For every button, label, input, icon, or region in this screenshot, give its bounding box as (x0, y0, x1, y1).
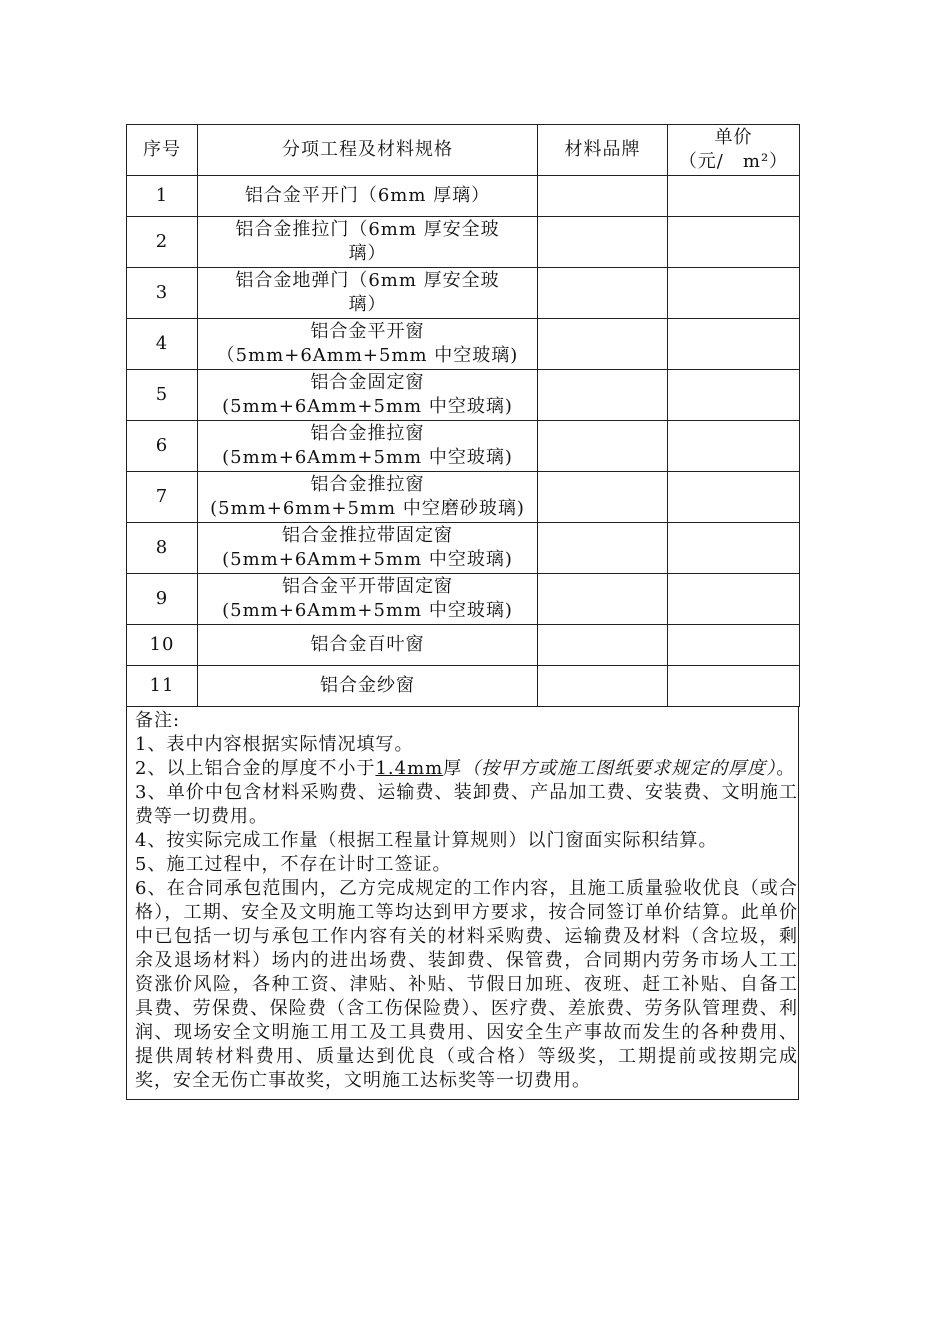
row-spec-line2: (5mm+6Amm+5mm 中空玻璃) (222, 600, 513, 621)
table-row (127, 574, 800, 625)
row-brand-cell[interactable] (538, 625, 668, 666)
table-row (127, 319, 800, 370)
row-price-cell[interactable] (668, 666, 800, 707)
row-price-cell[interactable] (668, 472, 800, 523)
row-spec-line1: 铝合金推拉窗 (310, 474, 425, 495)
row-price-cell[interactable] (668, 421, 800, 472)
row-no: 7 (127, 472, 198, 523)
row-spec-line1: 铝合金推拉窗 (310, 423, 425, 444)
note-1: 1、表中内容根据实际情况填写。 (135, 734, 414, 755)
table-row (127, 523, 800, 574)
row-spec (198, 268, 538, 319)
row-no: 10 (127, 625, 198, 666)
row-price-cell[interactable] (668, 319, 800, 370)
header-brand: 材料品牌 (538, 125, 668, 176)
row-no: 4 (127, 319, 198, 370)
row-spec-line2: (5mm+6mm+5mm 中空磨砂玻璃) (210, 498, 525, 519)
table-row (127, 176, 800, 217)
table-row (127, 268, 800, 319)
header-price (668, 125, 800, 176)
note-2-lead: 2、以上铝合金的厚度不小于 (135, 758, 376, 779)
row-spec (198, 666, 538, 707)
row-spec-line1: 铝合金固定窗 (310, 372, 425, 393)
row-brand-cell[interactable] (538, 421, 668, 472)
note-5: 5、施工过程中，不存在计时工签证。 (135, 854, 452, 875)
row-no: 9 (127, 574, 198, 625)
row-spec (198, 176, 538, 217)
row-price-cell[interactable] (668, 268, 800, 319)
row-no: 8 (127, 523, 198, 574)
note-2-thickness: 1.4mm (375, 758, 444, 779)
row-spec-line2: （5mm+6Amm+5mm 中空玻璃) (216, 345, 519, 366)
row-no: 5 (127, 370, 198, 421)
row-spec-line1: 铝合金纱窗 (320, 675, 415, 696)
row-spec-line2: (5mm+6Amm+5mm 中空玻璃) (222, 549, 513, 570)
row-spec-line1: 铝合金地弹门（6mm 厚安全玻 (235, 270, 500, 291)
price-table (126, 124, 800, 707)
row-spec (198, 625, 538, 666)
row-spec-line1: 铝合金推拉门（6mm 厚安全玻 (235, 219, 500, 240)
row-spec-line1: 铝合金百叶窗 (310, 634, 425, 655)
row-price-cell[interactable] (668, 217, 800, 268)
table-row (127, 370, 800, 421)
row-no: 3 (127, 268, 198, 319)
note-4: 4、按实际完成工作量（根据工程量计算规则）以门窗面实际积结算。 (135, 830, 718, 851)
row-brand-cell[interactable] (538, 574, 668, 625)
row-brand-cell[interactable] (538, 666, 668, 707)
row-no: 2 (127, 217, 198, 268)
row-spec (198, 472, 538, 523)
table-row (127, 472, 800, 523)
row-spec-line1: 铝合金平开门（6mm 厚璃） (244, 185, 491, 206)
note-6: 6、在合同承包范围内，乙方完成规定的工作内容，且施工质量验收优良（或合格），工期、安全及文明施工等均达到甲方要求，按合同签订单价结算。此单价中已包括一切与承包工作内容有关的材料采购费、运输费及材料（含垃圾，剩余及退场材料）场内的进出场费、装卸费、保管费，合同期内劳务市场人工工资涨价风险，各种工资、津贴、补贴、节假日加班、夜班、赶工补贴、自备工具费、劳保费、保险费（含工伤保险费）、医疗费、差旅费、劳务队管理费、利润、现场安全文明施工用工及工具费用、因安全生产事故而发生的各种费用、提供周转材料费用、质量达到优良（或合格）等级奖，工期提前或按期完成奖，安全无伤亡事故奖，文明施工达标奖等一切费用。 (135, 878, 798, 1091)
table-header-row (127, 125, 800, 176)
row-spec (198, 319, 538, 370)
note-3: 3、单价中包含材料采购费、运输费、装卸费、产品加工费、安装费、文明施工费等一切费用。 (135, 782, 798, 827)
table-row (127, 625, 800, 666)
row-no: 1 (127, 176, 198, 217)
row-spec-line1: 铝合金平开窗 (310, 321, 425, 342)
row-spec (198, 370, 538, 421)
row-spec-line2: 璃） (348, 243, 387, 264)
row-spec (198, 574, 538, 625)
header-no: 序号 (127, 125, 198, 176)
row-spec (198, 421, 538, 472)
notes-title: 备注: (135, 710, 181, 731)
row-no: 6 (127, 421, 198, 472)
note-2-italic: （按甲方或施工图纸要求规定的厚度） (462, 758, 777, 779)
row-price-cell[interactable] (668, 625, 800, 666)
price-sheet (126, 124, 799, 1100)
header-spec: 分项工程及材料规格 (198, 125, 538, 176)
row-spec-line1: 铝合金平开带固定窗 (282, 576, 453, 597)
row-brand-cell[interactable] (538, 176, 668, 217)
row-price-cell[interactable] (668, 523, 800, 574)
row-brand-cell[interactable] (538, 319, 668, 370)
note-2-unit: 厚 (443, 758, 463, 779)
table-row (127, 666, 800, 707)
table-row (127, 217, 800, 268)
notes-section (126, 707, 799, 1100)
header-price-line1: 单价 (714, 127, 753, 148)
row-price-cell[interactable] (668, 370, 800, 421)
row-brand-cell[interactable] (538, 217, 668, 268)
row-brand-cell[interactable] (538, 370, 668, 421)
header-price-line2: （元/ m²） (678, 151, 789, 172)
row-spec-line2: (5mm+6Amm+5mm 中空玻璃) (222, 396, 513, 417)
table-row (127, 421, 800, 472)
row-brand-cell[interactable] (538, 268, 668, 319)
row-no: 11 (127, 666, 198, 707)
row-spec (198, 217, 538, 268)
row-spec (198, 523, 538, 574)
row-spec-line1: 铝合金推拉带固定窗 (282, 525, 453, 546)
row-spec-line2: 璃） (348, 294, 387, 315)
row-brand-cell[interactable] (538, 472, 668, 523)
row-spec-line2: (5mm+6Amm+5mm 中空玻璃) (222, 447, 513, 468)
note-2-end: 。 (776, 758, 796, 779)
row-brand-cell[interactable] (538, 523, 668, 574)
row-price-cell[interactable] (668, 176, 800, 217)
row-price-cell[interactable] (668, 574, 800, 625)
note-2 (135, 757, 798, 781)
